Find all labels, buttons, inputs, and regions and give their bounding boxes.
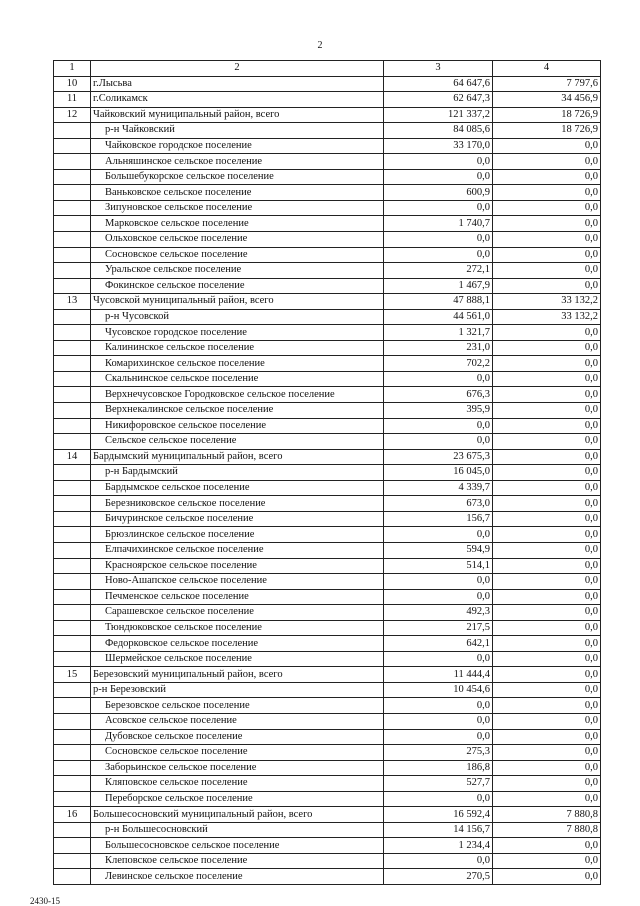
table-row <box>54 76 601 92</box>
row-value-col4: 0,0 <box>493 247 601 263</box>
row-value-col3: 0,0 <box>384 154 493 170</box>
row-name: Переборское сельское поселение <box>91 791 384 807</box>
row-value-col3: 33 170,0 <box>384 138 493 154</box>
row-name: р-н Чайковский <box>91 123 384 139</box>
row-value-col4: 7 880,8 <box>493 807 601 823</box>
row-value-col4: 0,0 <box>493 263 601 279</box>
row-value-col4: 0,0 <box>493 434 601 450</box>
row-value-col4: 0,0 <box>493 356 601 372</box>
row-value-col3: 673,0 <box>384 496 493 512</box>
row-number: 12 <box>54 107 91 123</box>
row-value-col4: 0,0 <box>493 682 601 698</box>
row-number <box>54 185 91 201</box>
row-value-col4: 0,0 <box>493 853 601 869</box>
row-value-col3: 0,0 <box>384 651 493 667</box>
table-row <box>54 713 601 729</box>
row-number <box>54 263 91 279</box>
row-number <box>54 371 91 387</box>
header-cell: 3 <box>384 61 493 77</box>
row-value-col3: 1 234,4 <box>384 838 493 854</box>
row-number <box>54 838 91 854</box>
table-row <box>54 371 601 387</box>
document-code: 2430-15 <box>30 896 60 906</box>
row-number <box>54 123 91 139</box>
row-name: Бичуринское сельское поселение <box>91 511 384 527</box>
row-value-col4: 0,0 <box>493 776 601 792</box>
row-value-col4: 0,0 <box>493 138 601 154</box>
row-number <box>54 869 91 885</box>
table-row <box>54 309 601 325</box>
row-value-col4: 0,0 <box>493 403 601 419</box>
row-name: Никифоровское сельское поселение <box>91 418 384 434</box>
table-row <box>54 869 601 885</box>
row-name: Скальнинское сельское поселение <box>91 371 384 387</box>
row-name: Сарашевское сельское поселение <box>91 605 384 621</box>
row-name: Большесосновский муниципальный район, всего <box>91 807 384 823</box>
row-value-col3: 492,3 <box>384 605 493 621</box>
row-value-col4: 0,0 <box>493 651 601 667</box>
table-row <box>54 278 601 294</box>
table-row <box>54 340 601 356</box>
row-name: Бардымское сельское поселение <box>91 480 384 496</box>
row-number <box>54 216 91 232</box>
row-value-col4: 34 456,9 <box>493 92 601 108</box>
row-value-col4: 0,0 <box>493 418 601 434</box>
row-value-col4: 0,0 <box>493 729 601 745</box>
row-value-col3: 14 156,7 <box>384 822 493 838</box>
table-row <box>54 667 601 683</box>
row-value-col4: 0,0 <box>493 869 601 885</box>
row-name: г.Лысьва <box>91 76 384 92</box>
row-value-col3: 0,0 <box>384 589 493 605</box>
row-number <box>54 713 91 729</box>
row-name: Чайковское городское поселение <box>91 138 384 154</box>
row-value-col3: 0,0 <box>384 247 493 263</box>
row-value-col3: 1 321,7 <box>384 325 493 341</box>
row-number <box>54 605 91 621</box>
row-number: 13 <box>54 294 91 310</box>
row-value-col4: 33 132,2 <box>493 309 601 325</box>
row-number <box>54 232 91 248</box>
row-value-col4: 0,0 <box>493 574 601 590</box>
table-row <box>54 636 601 652</box>
row-value-col4: 0,0 <box>493 791 601 807</box>
row-value-col4: 0,0 <box>493 667 601 683</box>
row-name: Клеповское сельское поселение <box>91 853 384 869</box>
row-number <box>54 745 91 761</box>
row-name: Заборьинское сельское поселение <box>91 760 384 776</box>
row-number <box>54 200 91 216</box>
row-name: Комарихинское сельское поселение <box>91 356 384 372</box>
row-value-col3: 594,9 <box>384 542 493 558</box>
row-name: Ольховское сельское поселение <box>91 232 384 248</box>
row-value-col4: 7 880,8 <box>493 822 601 838</box>
table-row <box>54 480 601 496</box>
row-value-col3: 275,3 <box>384 745 493 761</box>
row-value-col3: 0,0 <box>384 527 493 543</box>
row-number <box>54 465 91 481</box>
row-number <box>54 496 91 512</box>
row-name: Бардымский муниципальный район, всего <box>91 449 384 465</box>
row-value-col3: 514,1 <box>384 558 493 574</box>
row-value-col3: 0,0 <box>384 698 493 714</box>
row-value-col4: 0,0 <box>493 620 601 636</box>
row-number <box>54 154 91 170</box>
row-number <box>54 325 91 341</box>
table-row <box>54 418 601 434</box>
row-value-col4: 7 797,6 <box>493 76 601 92</box>
table-row <box>54 356 601 372</box>
row-value-col4: 0,0 <box>493 636 601 652</box>
table-row <box>54 92 601 108</box>
row-value-col4: 0,0 <box>493 605 601 621</box>
row-value-col4: 0,0 <box>493 745 601 761</box>
row-name: Печменское сельское поселение <box>91 589 384 605</box>
table-row <box>54 496 601 512</box>
table-row <box>54 449 601 465</box>
row-name: Верхнекалинское сельское поселение <box>91 403 384 419</box>
row-name: р-н Большесосновский <box>91 822 384 838</box>
row-number <box>54 589 91 605</box>
row-number <box>54 636 91 652</box>
header-cell: 4 <box>493 61 601 77</box>
table-row <box>54 403 601 419</box>
row-name: Левинское сельское поселение <box>91 869 384 885</box>
table-row <box>54 511 601 527</box>
row-name: Уральское сельское поселение <box>91 263 384 279</box>
row-name: Чусовской муниципальный район, всего <box>91 294 384 310</box>
row-value-col3: 395,9 <box>384 403 493 419</box>
row-value-col3: 0,0 <box>384 434 493 450</box>
row-value-col4: 0,0 <box>493 589 601 605</box>
row-name: Кляповское сельское поселение <box>91 776 384 792</box>
row-value-col4: 0,0 <box>493 760 601 776</box>
row-value-col3: 16 592,4 <box>384 807 493 823</box>
row-number <box>54 247 91 263</box>
header-cell: 2 <box>91 61 384 77</box>
table-row <box>54 325 601 341</box>
row-value-col3: 10 454,6 <box>384 682 493 698</box>
row-number <box>54 511 91 527</box>
row-name: Березовское сельское поселение <box>91 698 384 714</box>
row-value-col4: 0,0 <box>493 325 601 341</box>
row-number <box>54 651 91 667</box>
table-row <box>54 729 601 745</box>
table-row <box>54 169 601 185</box>
row-value-col4: 0,0 <box>493 200 601 216</box>
row-number <box>54 760 91 776</box>
row-value-col3: 0,0 <box>384 729 493 745</box>
row-value-col4: 0,0 <box>493 838 601 854</box>
row-value-col3: 0,0 <box>384 574 493 590</box>
row-number <box>54 309 91 325</box>
row-value-col4: 18 726,9 <box>493 107 601 123</box>
table-row <box>54 387 601 403</box>
row-value-col3: 600,9 <box>384 185 493 201</box>
row-value-col3: 0,0 <box>384 791 493 807</box>
table-row <box>54 605 601 621</box>
row-value-col3: 0,0 <box>384 232 493 248</box>
row-value-col3: 121 337,2 <box>384 107 493 123</box>
row-value-col3: 0,0 <box>384 169 493 185</box>
row-number: 10 <box>54 76 91 92</box>
row-value-col4: 0,0 <box>493 558 601 574</box>
row-name: Большебукорское сельское поселение <box>91 169 384 185</box>
row-name: Чусовское городское поселение <box>91 325 384 341</box>
table-header-row <box>54 61 601 77</box>
row-value-col3: 217,5 <box>384 620 493 636</box>
budget-table <box>53 60 601 885</box>
table-row <box>54 589 601 605</box>
row-number <box>54 620 91 636</box>
header-cell: 1 <box>54 61 91 77</box>
row-value-col4: 0,0 <box>493 278 601 294</box>
row-number <box>54 853 91 869</box>
table-row <box>54 807 601 823</box>
table-row <box>54 682 601 698</box>
row-name: р-н Бардымский <box>91 465 384 481</box>
table-row <box>54 200 601 216</box>
row-number <box>54 776 91 792</box>
row-number <box>54 729 91 745</box>
table-row <box>54 822 601 838</box>
row-name: Елпачихинское сельское поселение <box>91 542 384 558</box>
row-name: Сосновское сельское поселение <box>91 247 384 263</box>
row-value-col4: 0,0 <box>493 511 601 527</box>
table-row <box>54 263 601 279</box>
row-number <box>54 527 91 543</box>
row-value-col3: 0,0 <box>384 853 493 869</box>
table-row <box>54 527 601 543</box>
row-value-col4: 0,0 <box>493 449 601 465</box>
row-value-col3: 0,0 <box>384 418 493 434</box>
table-row <box>54 138 601 154</box>
table-row <box>54 574 601 590</box>
row-name: Ново-Ашапское сельское поселение <box>91 574 384 590</box>
row-value-col3: 23 675,3 <box>384 449 493 465</box>
row-number <box>54 356 91 372</box>
table-row <box>54 123 601 139</box>
row-value-col3: 156,7 <box>384 511 493 527</box>
table-row <box>54 620 601 636</box>
row-value-col4: 0,0 <box>493 216 601 232</box>
row-value-col3: 642,1 <box>384 636 493 652</box>
row-value-col3: 47 888,1 <box>384 294 493 310</box>
row-name: р-н Березовский <box>91 682 384 698</box>
row-value-col3: 44 561,0 <box>384 309 493 325</box>
row-value-col3: 231,0 <box>384 340 493 356</box>
row-name: Асовское сельское поселение <box>91 713 384 729</box>
row-number <box>54 558 91 574</box>
row-value-col4: 0,0 <box>493 154 601 170</box>
row-name: Сельское сельское поселение <box>91 434 384 450</box>
row-number <box>54 278 91 294</box>
row-value-col4: 0,0 <box>493 698 601 714</box>
row-value-col3: 527,7 <box>384 776 493 792</box>
row-number <box>54 138 91 154</box>
row-value-col3: 11 444,4 <box>384 667 493 683</box>
table-row <box>54 651 601 667</box>
row-number: 14 <box>54 449 91 465</box>
row-value-col3: 186,8 <box>384 760 493 776</box>
table-row <box>54 232 601 248</box>
row-value-col3: 4 339,7 <box>384 480 493 496</box>
page-number: 2 <box>317 40 323 51</box>
row-value-col3: 0,0 <box>384 200 493 216</box>
row-value-col4: 0,0 <box>493 480 601 496</box>
table-row <box>54 247 601 263</box>
row-name: Калининское сельское поселение <box>91 340 384 356</box>
row-number <box>54 434 91 450</box>
row-name: р-н Чусовской <box>91 309 384 325</box>
row-value-col3: 272,1 <box>384 263 493 279</box>
table-row <box>54 542 601 558</box>
row-number <box>54 169 91 185</box>
row-value-col3: 676,3 <box>384 387 493 403</box>
row-value-col3: 1 740,7 <box>384 216 493 232</box>
row-number: 15 <box>54 667 91 683</box>
row-value-col4: 0,0 <box>493 340 601 356</box>
row-number <box>54 387 91 403</box>
row-value-col3: 84 085,6 <box>384 123 493 139</box>
row-name: г.Соликамск <box>91 92 384 108</box>
row-name: Шермейское сельское поселение <box>91 651 384 667</box>
row-value-col3: 62 647,3 <box>384 92 493 108</box>
row-value-col4: 0,0 <box>493 232 601 248</box>
table-row <box>54 760 601 776</box>
table-row <box>54 434 601 450</box>
row-name: Большесосновское сельское поселение <box>91 838 384 854</box>
row-value-col3: 0,0 <box>384 713 493 729</box>
row-number <box>54 574 91 590</box>
table-row <box>54 185 601 201</box>
row-value-col4: 0,0 <box>493 387 601 403</box>
table-row <box>54 216 601 232</box>
row-number <box>54 822 91 838</box>
table-row <box>54 465 601 481</box>
table-row <box>54 107 601 123</box>
row-value-col4: 18 726,9 <box>493 123 601 139</box>
row-name: Дубовское сельское поселение <box>91 729 384 745</box>
table-row <box>54 838 601 854</box>
table-row <box>54 698 601 714</box>
table-row <box>54 853 601 869</box>
row-name: Марковское сельское поселение <box>91 216 384 232</box>
row-name: Федорковское сельское поселение <box>91 636 384 652</box>
row-value-col3: 702,2 <box>384 356 493 372</box>
row-number <box>54 403 91 419</box>
row-value-col4: 0,0 <box>493 496 601 512</box>
row-name: Чайковский муниципальный район, всего <box>91 107 384 123</box>
table-row <box>54 294 601 310</box>
table-row <box>54 791 601 807</box>
row-value-col4: 0,0 <box>493 542 601 558</box>
table-row <box>54 776 601 792</box>
row-value-col3: 1 467,9 <box>384 278 493 294</box>
row-name: Альняшинское сельское поселение <box>91 154 384 170</box>
row-value-col4: 0,0 <box>493 185 601 201</box>
row-number <box>54 480 91 496</box>
row-name: Березовский муниципальный район, всего <box>91 667 384 683</box>
row-value-col3: 16 045,0 <box>384 465 493 481</box>
row-value-col4: 0,0 <box>493 169 601 185</box>
row-value-col3: 0,0 <box>384 371 493 387</box>
row-number <box>54 418 91 434</box>
row-name: Зипуновское сельское поселение <box>91 200 384 216</box>
row-name: Тюндюковское сельское поселение <box>91 620 384 636</box>
row-value-col4: 33 132,2 <box>493 294 601 310</box>
row-number <box>54 698 91 714</box>
row-name: Березниковское сельское поселение <box>91 496 384 512</box>
row-name: Брюзлинское сельское поселение <box>91 527 384 543</box>
row-value-col4: 0,0 <box>493 713 601 729</box>
table-row <box>54 558 601 574</box>
row-number <box>54 791 91 807</box>
row-value-col4: 0,0 <box>493 371 601 387</box>
table-row <box>54 745 601 761</box>
row-value-col3: 64 647,6 <box>384 76 493 92</box>
row-name: Сосновское сельское поселение <box>91 745 384 761</box>
row-name: Верхнечусовское Городковское сельское поселение <box>91 387 384 403</box>
table-row <box>54 154 601 170</box>
row-number <box>54 340 91 356</box>
row-value-col4: 0,0 <box>493 527 601 543</box>
row-number <box>54 542 91 558</box>
row-number: 11 <box>54 92 91 108</box>
row-number <box>54 682 91 698</box>
row-value-col3: 270,5 <box>384 869 493 885</box>
row-name: Красноярское сельское поселение <box>91 558 384 574</box>
row-name: Фокинское сельское поселение <box>91 278 384 294</box>
row-value-col4: 0,0 <box>493 465 601 481</box>
row-name: Ваньковское сельское поселение <box>91 185 384 201</box>
row-number: 16 <box>54 807 91 823</box>
